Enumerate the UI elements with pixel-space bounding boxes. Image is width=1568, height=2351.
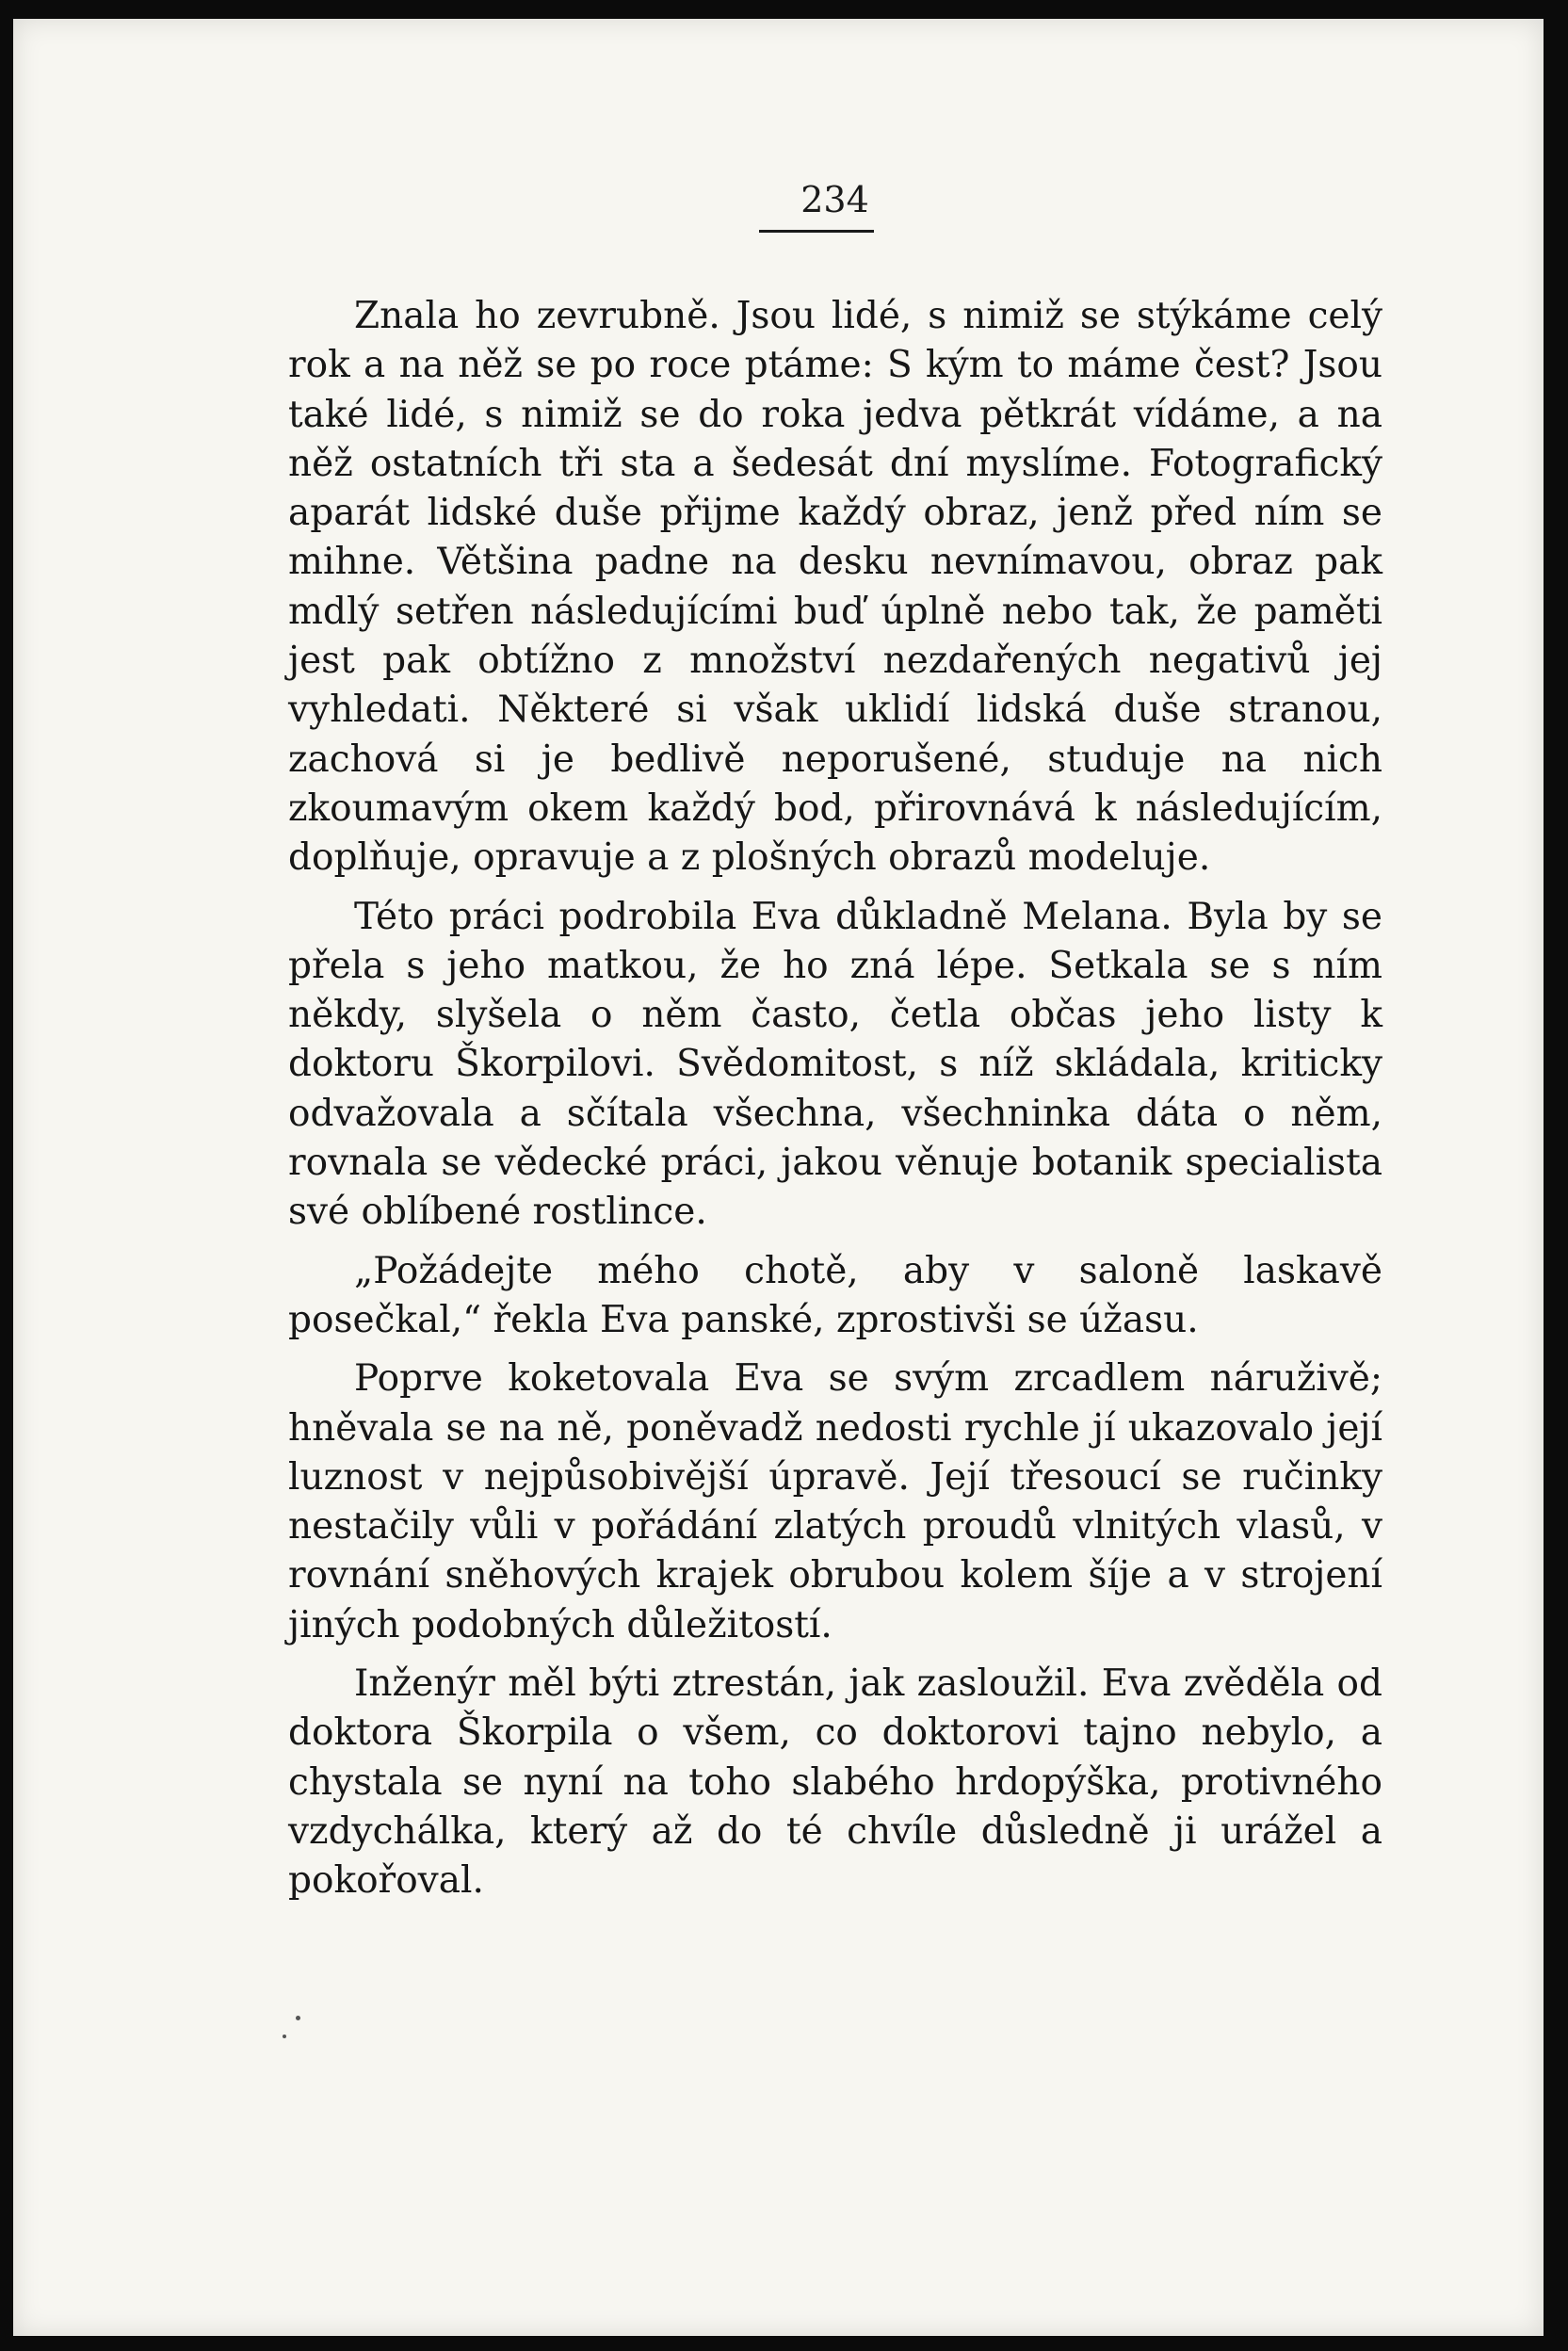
paragraph-2: Této práci podrobila Eva důkladně Melana. Byla by se přela s jeho matkou, že ho zná lépe. Setkala se s ním někdy, slyšela o něm často, četla občas jeho listy k doktoru Škorpilovi. Svědomitost, s níž skládala, kriticky odvažovala a sčítala všechna, všechninka dáta o něm, rovnala se vědecké práci, jakou věnuje botanik specialista své oblíbené rostlince. <box>288 895 1382 1234</box>
page-number-rule <box>759 230 874 233</box>
paper-speck <box>296 2016 300 2020</box>
paragraph-5: Inženýr měl býti ztrestán, jak zasloužil. Eva zvěděla od doktora Škorpila o všem, co doktorovi tajno nebylo, a chystala se nyní na toho slabého hrdopýška, protivného vzdychálka, který až do té chvíle důsledně ji urážel a pokořoval. <box>288 1662 1382 1903</box>
paper-speck <box>283 2035 286 2038</box>
book-page <box>13 19 1544 2336</box>
paragraph-3: „Požádejte mého chotě, aby v saloně laskavě posečkal,“ řekla Eva panské, zprostivši se úžasu. <box>288 1249 1382 1341</box>
body-text <box>288 292 1382 1906</box>
paragraph-1: Znala ho zevrubně. Jsou lidé, s nimiž se stýkáme celý rok a na něž se po roce ptáme: S kým to máme čest? Jsou také lidé, s nimiž se do roka jedva pětkrát vídáme, a na něž ostatních tři sta a šedesát dní myslíme. Fotografický aparát lidské duše přijme každý obraz, jenž před ním se mihne. Většina padne na desku nevnímavou, obraz pak mdlý setřen následujícími buď úplně nebo tak, že paměti jest pak obtížno z množství nezdařených negativů jej vyhledati. Některé si však uklidí lidská duše stranou, zachová si je bedlivě neporušené, studuje na nich zkoumavým okem každý bod, přirovnává k následujícím, doplňuje, opravuje a z plošných obrazů modeluje. <box>288 295 1382 880</box>
page-number: 234 <box>800 179 869 220</box>
paragraph-4: Poprve koketovala Eva se svým zrcadlem náruživě; hněvala se na ně, poněvadž nedosti rychle jí ukazovalo její luznost v nejpůsobivější úpravě. Její třesoucí se ručinky nestačily vůli v pořádání zlatých proudů vlnitých vlasů, v rovnání sněhových krajek obrubou kolem šíje a v strojení jiných podobných důležitostí. <box>288 1357 1382 1646</box>
